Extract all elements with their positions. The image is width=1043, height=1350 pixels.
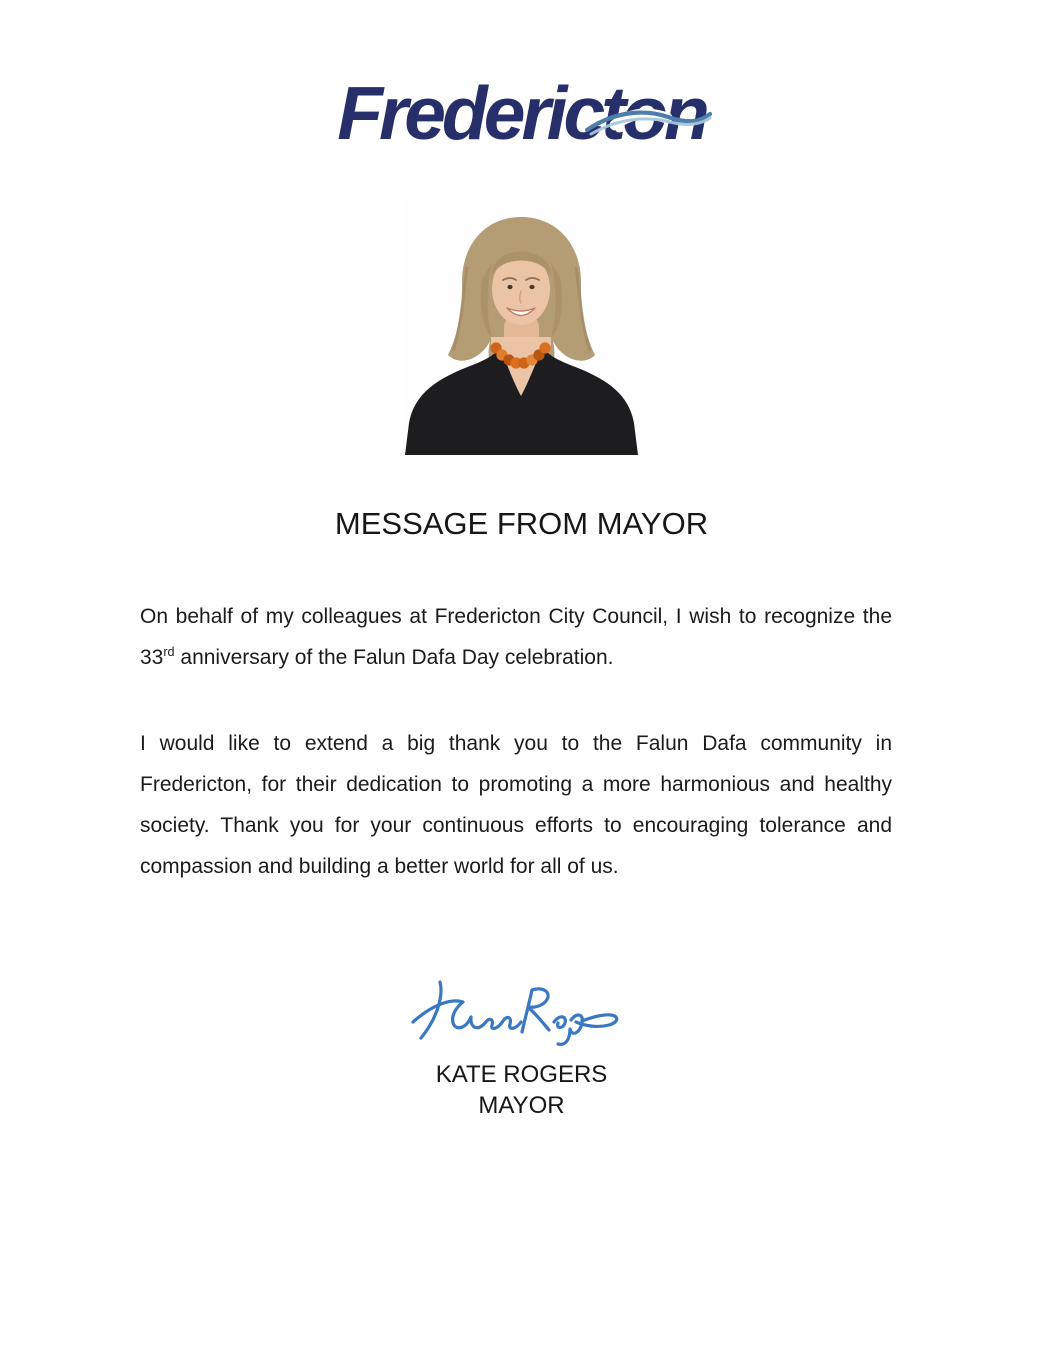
letter-body [140,596,892,887]
fredericton-logo [337,71,706,155]
signatory-name: KATE ROGERS [435,1061,608,1088]
paragraph-1-text: On behalf of my colleagues at Fredericton City Council, I wish to recognize the 33 [140,605,892,669]
page-title: MESSAGE FROM MAYOR [334,506,709,541]
signatory-title: MAYOR [478,1092,565,1119]
paragraph-2: I would like to extend a big thank you to the Falun Dafa community in Fredericton, for their dedication to promoting a more harmonious and healthy society. Thank you for your continuous efforts to encouraging tolerance and compassion and building a better world for all of us. [140,732,892,878]
paragraph-1-text-end: anniversary of the Falun Dafa Day celebration. [174,646,614,669]
fredericton-wordmark: Fredericton [337,71,706,155]
mayor-portrait-photo [403,197,640,455]
paragraph-1 [140,596,892,678]
ordinal-superscript: rd [163,645,175,659]
handwritten-signature [404,976,622,1050]
logo-container [0,71,1043,155]
